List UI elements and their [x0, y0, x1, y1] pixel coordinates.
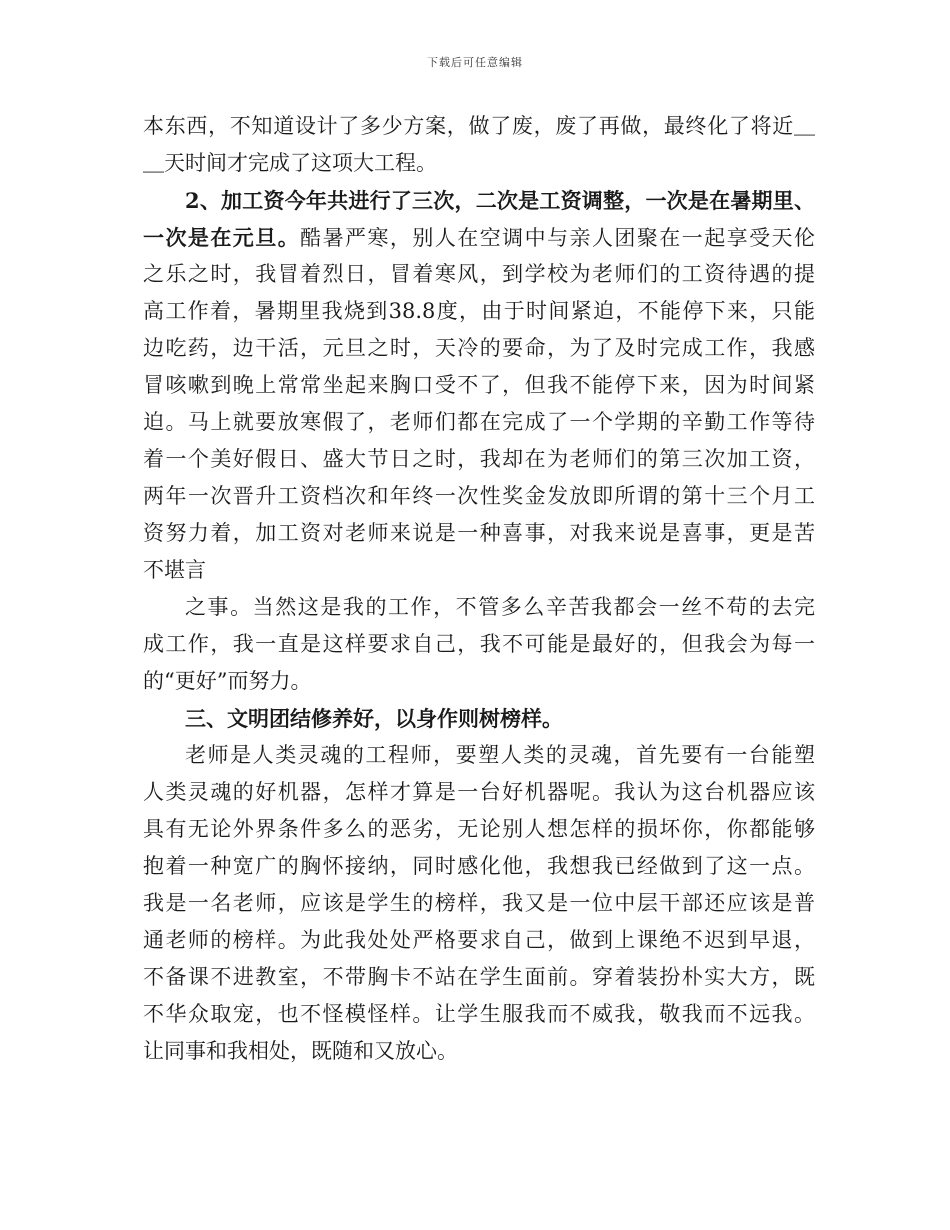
text-line: [143, 1033, 815, 1070]
line-text: 高工作着，暑期里我烧到38.8度，由于时间紧迫，不能停下来，只能: [143, 299, 815, 323]
line-text: 的“更好”而努力。: [143, 669, 312, 693]
text-line: [143, 959, 815, 996]
text-line: [143, 441, 815, 478]
line-text: 两年一次晋升工资档次和年终一次性奖金发放即所谓的第十三个月工: [143, 484, 815, 508]
line-text: 不堪言: [143, 558, 206, 582]
text-line: [143, 478, 815, 515]
text-line: [143, 848, 815, 885]
line-text: 成工作，我一直是这样要求自己，我不可能是最好的，但我会为每一: [143, 632, 815, 656]
text-line: [143, 219, 815, 256]
line-text: ＿天时间才完成了这项大工程。: [143, 151, 437, 175]
text-line: [143, 515, 815, 552]
text-line: [143, 108, 815, 145]
text-line: [143, 885, 815, 922]
line-text: 之乐之时，我冒着烈日，冒着寒风，到学校为老师们的工资待遇的提: [143, 262, 815, 286]
text-line: [143, 256, 815, 293]
page-header: 下载后可任意编辑: [427, 56, 523, 69]
line-text: 冒咳嗽到晚上常常坐起来胸口受不了，但我不能停下来，因为时间紧: [143, 373, 815, 397]
text-line: [143, 552, 815, 589]
section-heading-line: [143, 700, 815, 737]
text-line: [143, 589, 815, 626]
text-line: [143, 737, 815, 774]
line-text: 我是一名老师，应该是学生的榜样，我又是一位中层干部还应该是普: [143, 891, 815, 915]
line-text: 抱着一种宽广的胸怀接纳，同时感化他，我想我已经做到了这一点。: [143, 854, 815, 878]
line-text: 本东西，不知道设计了多少方案，做了废，废了再做，最终化了将近＿: [143, 114, 815, 138]
line-text: 资努力着，加工资对老师来说是一种喜事，对我来说是喜事，更是苦: [143, 521, 815, 545]
section-heading-line: [143, 182, 815, 219]
bold-text: 一次是在元旦。: [143, 225, 301, 250]
bold-text: 三、文明团结修养好，以身作则树榜样。: [185, 706, 563, 731]
line-text: 老师是人类灵魂的工程师，要塑人类的灵魂，首先要有一台能塑: [185, 743, 815, 767]
text-line: [143, 330, 815, 367]
text-line: [143, 811, 815, 848]
line-text: 迫。马上就要放寒假了，老师们都在完成了一个学期的辛勤工作等待: [143, 410, 815, 434]
line-text: 具有无论外界条件多么的恶劣，无论别人想怎样的损坏你，你都能够: [143, 817, 815, 841]
line-text: 酷暑严寒，别人在空调中与亲人团聚在一起享受天伦: [300, 226, 816, 250]
text-line: [143, 922, 815, 959]
text-line: [143, 663, 815, 700]
bold-text: 2、加工资今年共进行了三次，二次是工资调整，一次是在暑期里、: [185, 188, 815, 213]
text-line: [143, 293, 815, 330]
line-text: 通老师的榜样。为此我处处严格要求自己，做到上课绝不迟到早退，: [143, 928, 815, 952]
text-line: [143, 404, 815, 441]
line-text: 边吃药，边干活，元旦之时，天冷的要命，为了及时完成工作，我感: [143, 336, 815, 360]
line-text: 着一个美好假日、盛大节日之时，我却在为老师们的第三次加工资，: [143, 447, 815, 471]
line-text: 不华众取宠，也不怪模怪样。让学生服我而不威我，敬我而不远我。: [143, 1002, 815, 1026]
line-text: 不备课不进教室，不带胸卡不站在学生面前。穿着装扮朴实大方，既: [143, 965, 815, 989]
line-text: 人类灵魂的好机器，怎样才算是一台好机器呢。我认为这台机器应该: [143, 780, 815, 804]
document-body: [143, 108, 815, 1070]
text-line: [143, 145, 815, 182]
text-line: [143, 996, 815, 1033]
text-line: [143, 774, 815, 811]
line-text: 之事。当然这是我的工作，不管多么辛苦我都会一丝不苟的去完: [185, 595, 815, 619]
text-line: [143, 626, 815, 663]
line-text: 让同事和我相处，既随和又放心。: [143, 1039, 458, 1063]
text-line: [143, 367, 815, 404]
